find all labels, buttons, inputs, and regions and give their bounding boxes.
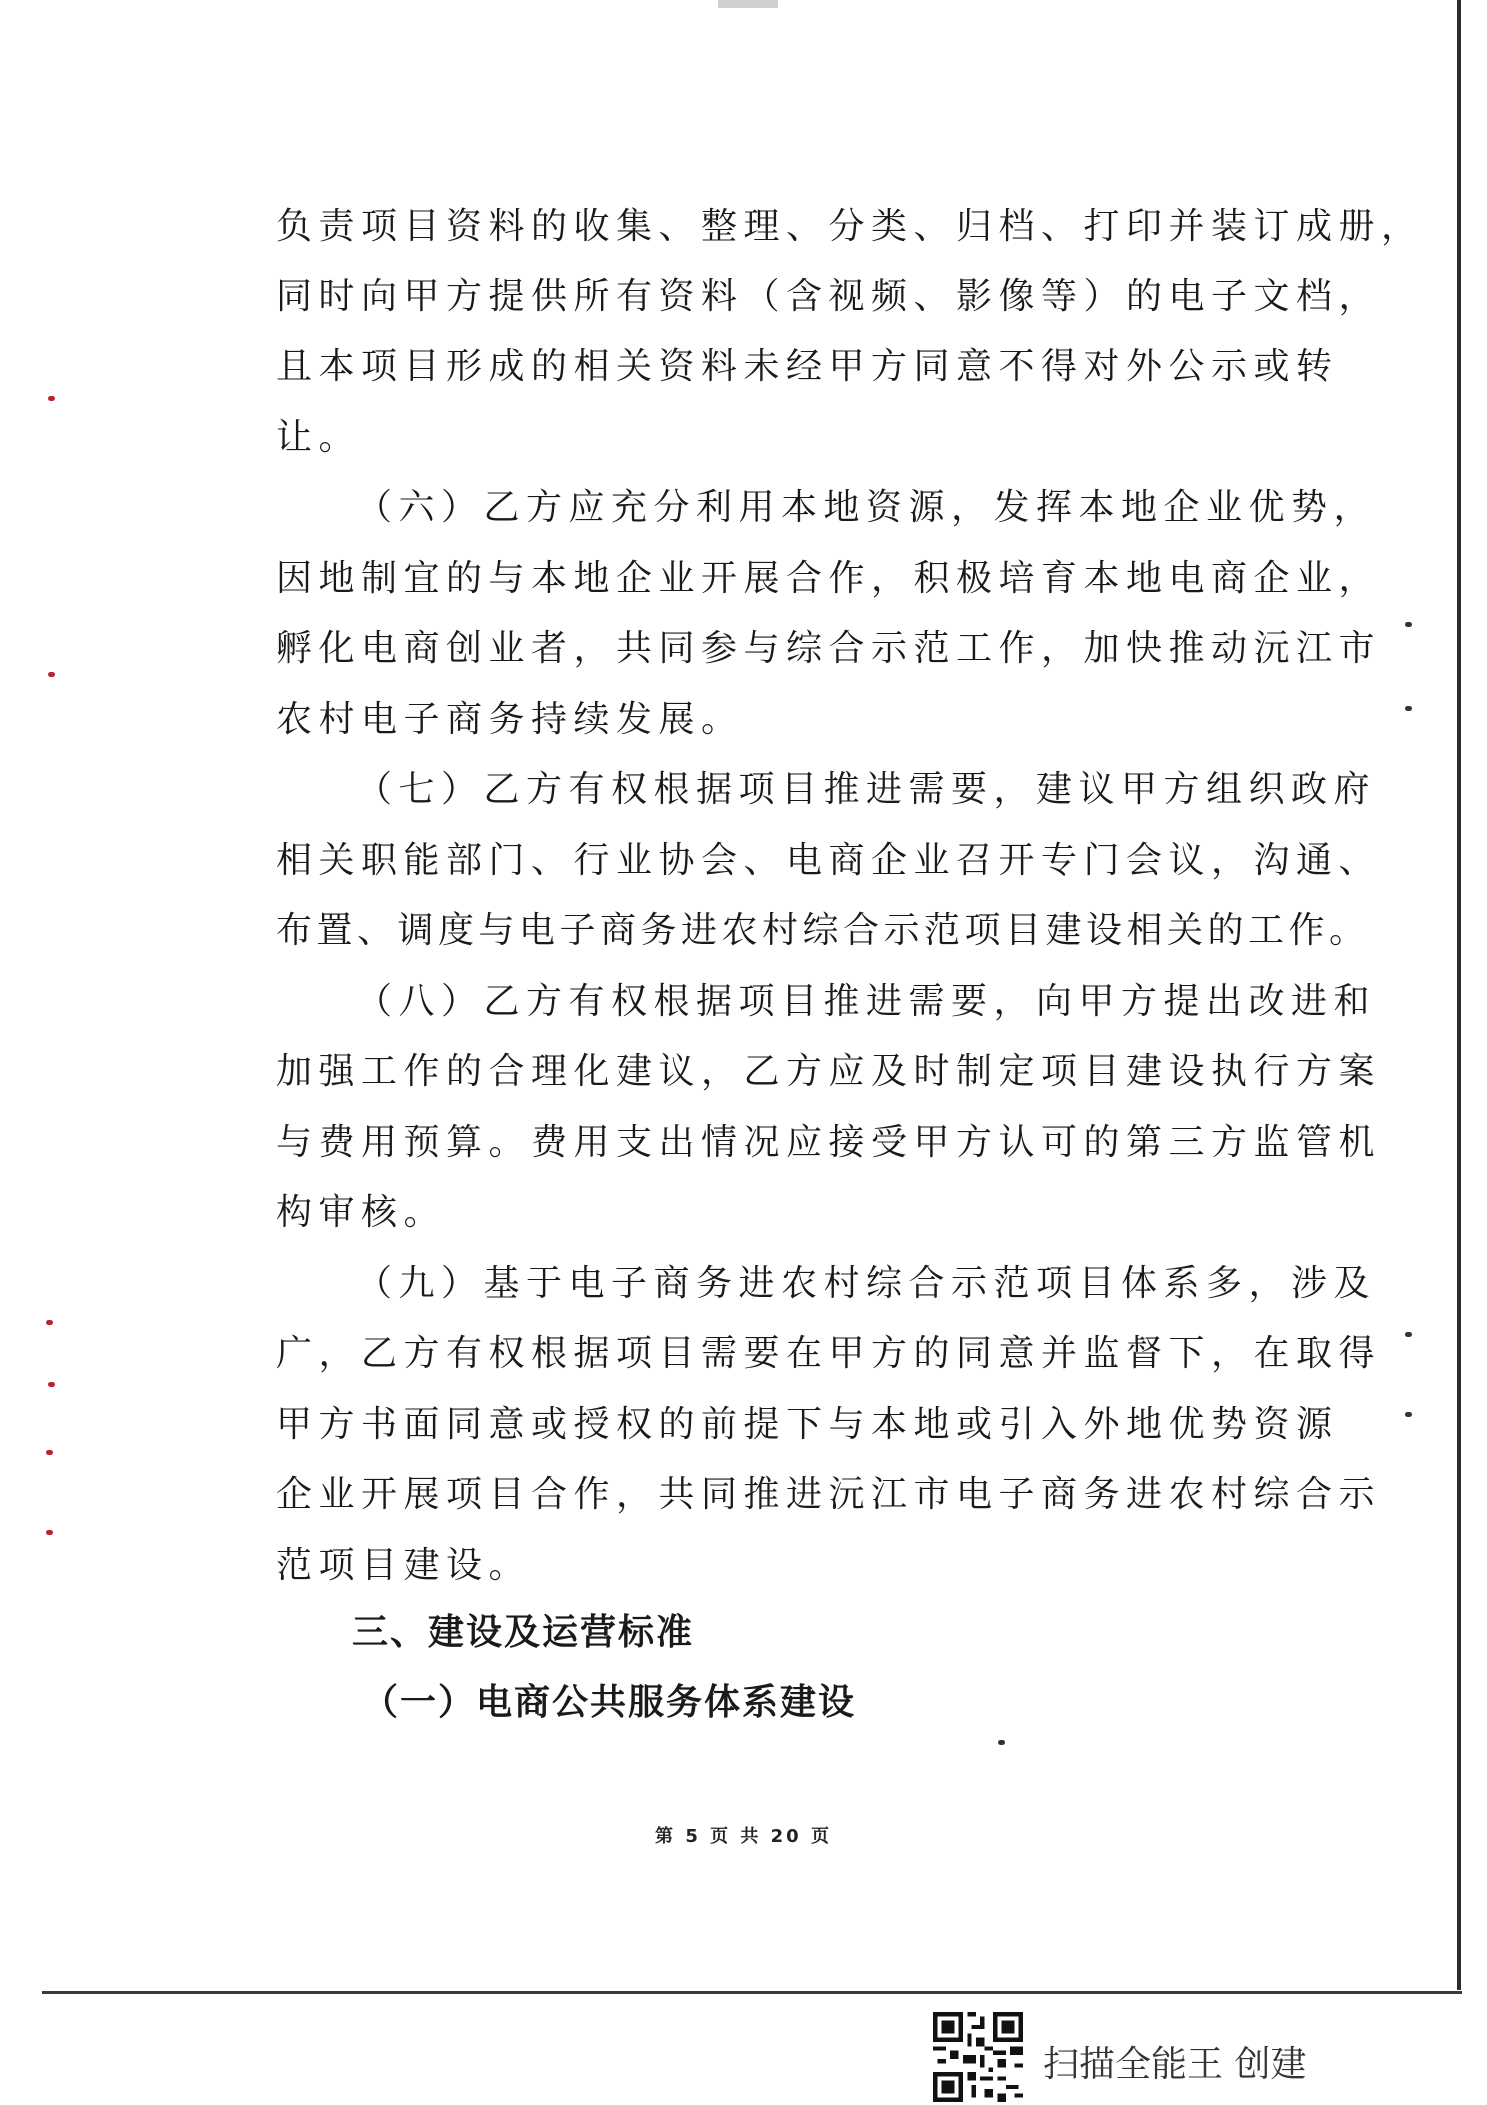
qr-code-icon: [933, 2012, 1023, 2102]
subsection-heading: （一）电商公共服务体系建设: [362, 1682, 857, 1723]
paragraph-line: 布置、调度与电子商务进农村综合示范项目建设相关的工作。: [276, 910, 1370, 951]
paragraph-line: 农村电子商务持续发展。: [276, 699, 744, 740]
scan-speck: [46, 1320, 53, 1325]
scan-mark: [718, 0, 778, 8]
paragraph-line: （七）乙方有权根据项目推进需要，建议甲方组织政府: [356, 769, 1377, 810]
paragraph-line: 与费用预算。费用支出情况应接受甲方认可的第三方监管机: [276, 1122, 1382, 1163]
paragraph-line: 负责项目资料的收集、整理、分类、归档、打印并装订成册，: [276, 206, 1424, 247]
scan-speck: [48, 672, 55, 677]
scan-speck: [1405, 1412, 1412, 1417]
scan-border-bottom: [42, 1991, 1462, 1994]
scan-speck: [48, 396, 55, 401]
scan-speck: [1405, 1332, 1412, 1337]
paragraph-line: （八）乙方有权根据项目推进需要，向甲方提出改进和: [356, 981, 1377, 1022]
scan-speck: [1405, 706, 1412, 711]
paragraph-line: （九）基于电子商务进农村综合示范项目体系多，涉及: [356, 1263, 1377, 1304]
scan-speck: [46, 1450, 53, 1455]
paragraph-line: 广，乙方有权根据项目需要在甲方的同意并监督下，在取得: [276, 1333, 1382, 1374]
paragraph-line: 构审核。: [276, 1192, 447, 1233]
paragraph-line: 因地制宜的与本地企业开展合作，积极培育本地电商企业，: [276, 558, 1382, 599]
paragraph-line: 企业开展项目合作，共同推进沅江市电子商务进农村综合示: [276, 1474, 1382, 1515]
paragraph-line: 且本项目形成的相关资料未经甲方同意不得对外公示或转: [276, 346, 1339, 387]
scan-speck: [46, 1530, 53, 1535]
page-number: 第 5 页 共 20 页: [655, 1826, 832, 1847]
scanner-app-label: 扫描全能王 创建: [1043, 2044, 1307, 2085]
paragraph-line: 孵化电商创业者，共同参与综合示范工作，加快推动沅江市: [276, 628, 1382, 669]
scan-speck: [48, 1382, 55, 1387]
section-heading: 三、建设及运营标准: [352, 1612, 695, 1653]
paragraph-line: 甲方书面同意或授权的前提下与本地或引入外地优势资源: [276, 1404, 1339, 1445]
scan-border-right: [1457, 0, 1461, 1990]
scan-speck: [1405, 622, 1412, 627]
paragraph-line: 加强工作的合理化建议，乙方应及时制定项目建设执行方案: [276, 1051, 1382, 1092]
paragraph-line: 相关职能部门、行业协会、电商企业召开专门会议，沟通、: [276, 840, 1382, 881]
paragraph-line: 范项目建设。: [276, 1545, 532, 1586]
paragraph-line: 同时向甲方提供所有资料（含视频、影像等）的电子文档，: [276, 276, 1382, 317]
paragraph-line: （六）乙方应充分利用本地资源，发挥本地企业优势，: [356, 487, 1377, 528]
scan-speck: [998, 1740, 1005, 1745]
paragraph-line: 让。: [276, 417, 362, 458]
